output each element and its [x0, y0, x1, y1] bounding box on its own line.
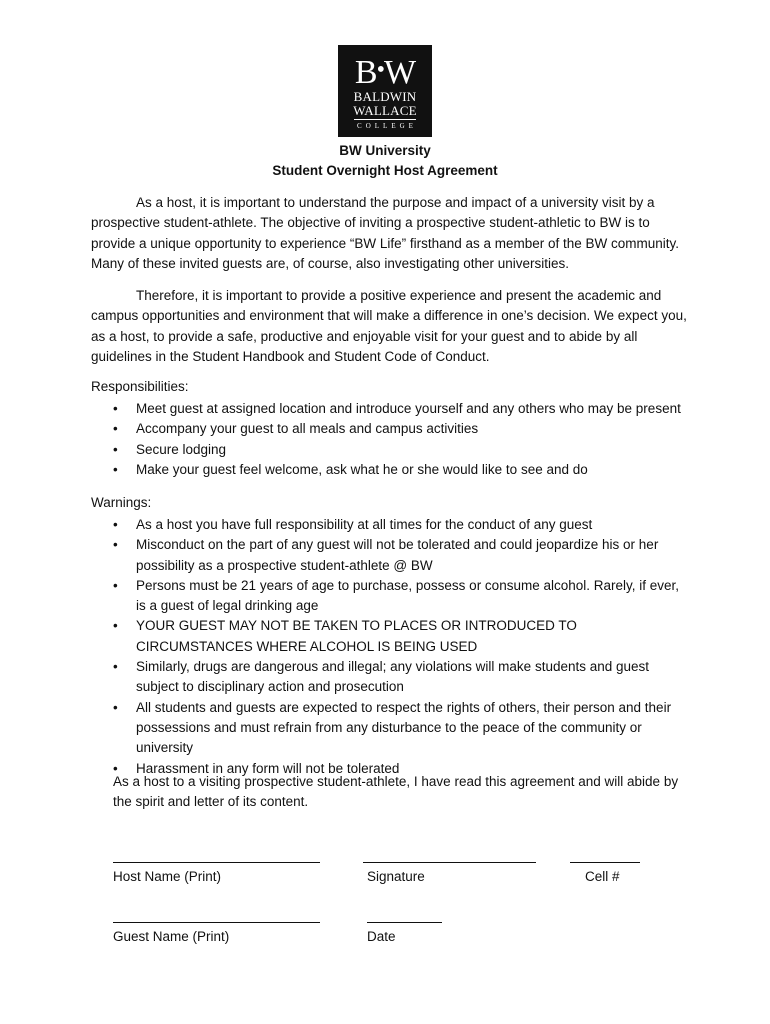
list-item: [91, 657, 691, 698]
bullet-icon: •: [113, 421, 118, 437]
date-label: Date: [367, 929, 396, 944]
host-name-line[interactable]: [113, 862, 320, 863]
bullet-icon: •: [113, 517, 118, 532]
document-title: BW University: [339, 143, 431, 158]
warnings-list: [91, 515, 691, 779]
list-item: [91, 698, 691, 759]
logo-line-college: COLLEGE: [357, 122, 417, 130]
list-item: [91, 535, 691, 576]
cell-line[interactable]: [570, 862, 640, 863]
intro-paragraph-1-text: As a host, it is important to understand the purpose and impact of a university visit by a prospective student-athlete. The objective of inviting a prospective student-athletic to BW is to provide a unique opportunity to experience “BW Life” firsthand as a member of the BW community. Many of these invited guests are, of course, also investigating other universities.: [91, 195, 680, 271]
list-item-text: Secure lodging: [136, 441, 227, 457]
bullet-icon: •: [113, 401, 118, 416]
list-item-text: Persons must be 21 years of age to purchase, possess or consume alcohol. Rarely, if ever, is a guest of legal drinking age: [136, 577, 680, 614]
signature-line[interactable]: [363, 862, 536, 863]
intro-paragraph-2: [91, 286, 691, 367]
host-name-label: Host Name (Print): [113, 869, 222, 884]
list-item: [91, 515, 691, 535]
list-item-text: Misconduct on the part of any guest will not be tolerated and could jeopardize his or her possibility as a prospective student-athlete @ BW: [136, 537, 659, 573]
list-item-text: As a host you have full responsibility at all times for the conduct of any guest: [136, 517, 593, 532]
list-item: [91, 616, 691, 657]
logo-initial-w: W: [384, 54, 416, 91]
logo-dot: •: [376, 57, 384, 83]
list-item-text: YOUR GUEST MAY NOT BE TAKEN TO PLACES OR INTRODUCED TO CIRCUMSTANCES WHERE ALCOHOL IS BEING USED: [136, 618, 577, 654]
bullet-icon: •: [113, 659, 118, 675]
bullet-icon: •: [113, 577, 118, 593]
signature-label: Signature: [367, 869, 425, 884]
list-item-text: Accompany your guest to all meals and campus activities: [136, 421, 479, 437]
responsibilities-heading: Responsibilities:: [91, 379, 189, 394]
bullet-icon: •: [113, 461, 118, 477]
logo-initial-b: B: [354, 54, 377, 91]
responsibilities-list: [91, 399, 691, 480]
warnings-heading: Warnings:: [91, 495, 152, 510]
list-item-text: Similarly, drugs are dangerous and illegal; any violations will make students and guest subject to disciplinary action and prosecution: [136, 659, 650, 695]
bullet-icon: •: [113, 441, 118, 457]
list-item-text: All students and guests are expected to respect the rights of others, their person and their possessions and must refrain from any disturbance to the peace of the community or university: [136, 699, 672, 756]
logo-rule: [354, 119, 416, 120]
list-item: [91, 576, 691, 617]
intro-paragraph-2-text: Therefore, it is important to provide a positive experience and present the academic and campus opportunities and environment that will make a difference in one’s decision. We expect you, as a host, to provide a safe, productive and enjoyable visit for your guest and to abide by all guidelines in the Student Handbook and Student Code of Conduct.: [91, 288, 687, 364]
bullet-icon: •: [113, 618, 118, 634]
bullet-icon: •: [113, 760, 118, 776]
guest-name-label: Guest Name (Print): [113, 929, 230, 944]
list-item-text: Make your guest feel welcome, ask what he or she would like to see and do: [136, 461, 588, 477]
document-subtitle: Student Overnight Host Agreement: [272, 163, 498, 178]
logo-line-baldwin: BALDWIN: [353, 89, 417, 104]
closing-statement: As a host to a visiting prospective student-athlete, I have read this agreement and will abide by the spirit and letter of its content.: [113, 774, 679, 810]
list-item-text: Harassment in any form will not be tolerated: [136, 760, 400, 776]
list-item: [91, 399, 691, 419]
intro-paragraph-1: [91, 193, 691, 274]
list-item: [91, 460, 691, 480]
list-item-text: Meet guest at assigned location and introduce yourself and any others who may be present: [136, 401, 681, 416]
bullet-icon: •: [113, 537, 118, 553]
baldwin-wallace-logo: [338, 45, 432, 137]
list-item: [91, 440, 691, 460]
logo-initials: [338, 53, 432, 90]
cell-label: Cell #: [585, 869, 620, 884]
list-item: [91, 419, 691, 439]
bullet-icon: •: [113, 699, 118, 715]
date-line[interactable]: [367, 922, 442, 923]
guest-name-line[interactable]: [113, 922, 320, 923]
logo-line-wallace: WALLACE: [353, 103, 417, 118]
